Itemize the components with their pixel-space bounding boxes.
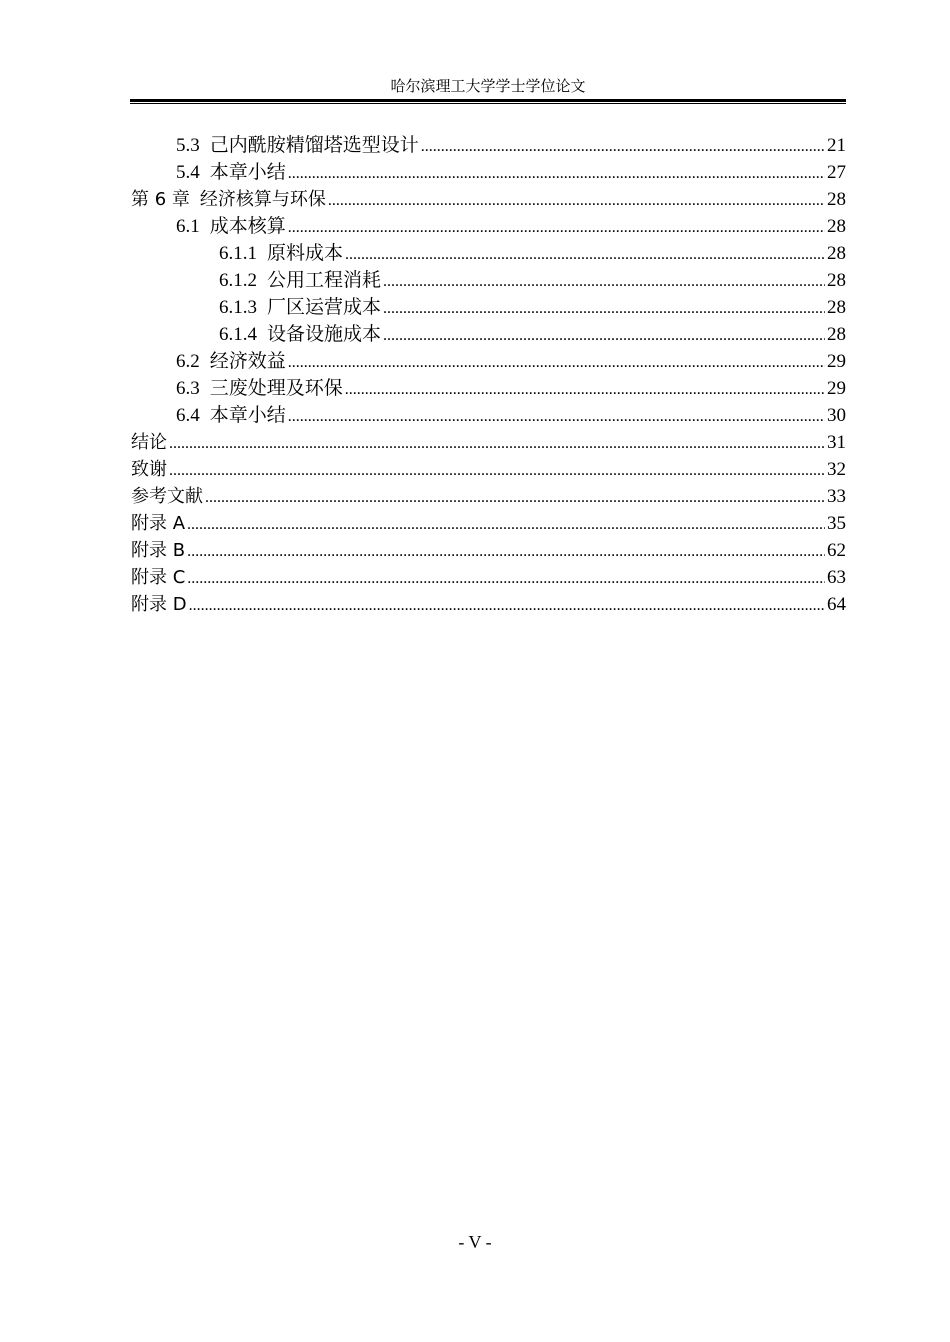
table-of-contents [131, 132, 846, 618]
toc-dot-leader [189, 592, 825, 619]
toc-entry-title: 厂区运营成本 [267, 297, 382, 318]
toc-entry-page: 33 [827, 486, 846, 507]
toc-entry-number: 6.1.4 [219, 324, 257, 345]
toc-entry-page: 28 [827, 216, 846, 237]
toc-entry-number: 6.1.1 [219, 243, 257, 264]
toc-dot-leader [383, 295, 825, 322]
toc-entry-number: 6.2 [176, 351, 200, 372]
toc-dot-leader [187, 565, 825, 592]
toc-dot-leader [205, 484, 825, 511]
toc-entry-number: 5.3 [176, 135, 200, 156]
toc-entry-page: 28 [827, 324, 846, 345]
toc-dot-leader [345, 376, 825, 403]
toc-entry-title: 设备设施成本 [267, 324, 382, 345]
page-header-title: 哈尔滨理工大学学士学位论文 [390, 79, 586, 95]
toc-entry-title: 己内酰胺精馏塔选型设计 [209, 135, 419, 156]
toc-entry-title: 经济效益 [209, 351, 286, 372]
toc-entry-number: 6.1.3 [219, 297, 257, 318]
toc-entry-page: 35 [827, 513, 846, 534]
toc-entry-page: 30 [827, 405, 846, 426]
toc-entry[interactable] [131, 132, 846, 159]
toc-entry-number: 6.3 [176, 378, 200, 399]
toc-entry[interactable] [131, 537, 846, 564]
toc-dot-leader [421, 133, 825, 160]
toc-entry-title: 附录 A [131, 513, 186, 534]
toc-entry-title: 公用工程消耗 [267, 270, 382, 291]
header-divider-thick-line [130, 99, 846, 102]
toc-entry[interactable] [131, 429, 846, 456]
toc-entry-page: 28 [827, 243, 846, 264]
toc-entry-page: 28 [827, 297, 846, 318]
toc-entry[interactable] [131, 591, 846, 618]
toc-entry[interactable] [131, 483, 846, 510]
toc-entry-title: 参考文献 [131, 486, 203, 507]
toc-entry[interactable] [131, 240, 846, 267]
toc-entry[interactable] [131, 564, 846, 591]
toc-entry-title: 附录 B [131, 540, 186, 561]
page-number: - V - [458, 1232, 492, 1252]
header-divider-thin-line [130, 103, 846, 104]
toc-entry-number: 6.1 [176, 216, 200, 237]
toc-entry[interactable] [131, 267, 846, 294]
toc-entry-title: 致谢 [131, 459, 167, 480]
toc-dot-leader [288, 160, 825, 187]
toc-entry-number: 5.4 [176, 162, 200, 183]
toc-entry-page: 28 [827, 270, 846, 291]
toc-entry[interactable] [131, 159, 846, 186]
toc-entry-page: 31 [827, 432, 846, 453]
toc-entry[interactable] [131, 456, 846, 483]
toc-dot-leader [187, 511, 825, 538]
toc-entry[interactable] [131, 213, 846, 240]
toc-entry-number: 6.4 [176, 405, 200, 426]
toc-dot-leader [383, 268, 825, 295]
toc-entry-title: 经济核算与环保 [199, 189, 326, 210]
toc-entry-title: 成本核算 [209, 216, 286, 237]
toc-entry-title: 本章小结 [209, 405, 286, 426]
toc-entry-page: 28 [827, 189, 846, 210]
toc-entry-page: 29 [827, 351, 846, 372]
toc-entry-page: 64 [827, 594, 846, 615]
toc-entry-page: 21 [827, 135, 846, 156]
toc-dot-leader [345, 241, 825, 268]
toc-entry-page: 62 [827, 540, 846, 561]
toc-entry-title: 原料成本 [267, 243, 344, 264]
header-divider [130, 99, 846, 105]
toc-entry[interactable] [131, 348, 846, 375]
toc-dot-leader [169, 430, 825, 457]
toc-entry-title: 本章小结 [209, 162, 286, 183]
toc-entry[interactable] [131, 510, 846, 537]
toc-entry[interactable] [131, 321, 846, 348]
toc-entry-title: 结论 [131, 432, 167, 453]
toc-entry-title: 附录 D [131, 594, 187, 615]
toc-dot-leader [187, 538, 825, 565]
toc-entry[interactable] [131, 186, 846, 213]
toc-entry-page: 27 [827, 162, 846, 183]
toc-entry-number: 6.1.2 [219, 270, 257, 291]
toc-dot-leader [288, 403, 825, 430]
toc-dot-leader [383, 322, 825, 349]
toc-entry-title: 三废处理及环保 [209, 378, 343, 399]
toc-dot-leader [169, 457, 825, 484]
toc-entry-title: 附录 C [131, 567, 186, 588]
toc-dot-leader [288, 214, 825, 241]
toc-dot-leader [288, 349, 825, 376]
toc-entry[interactable] [131, 294, 846, 321]
toc-entry[interactable] [131, 375, 846, 402]
toc-dot-leader [328, 187, 825, 214]
toc-entry-number: 第 6 章 [131, 189, 190, 210]
toc-entry-page: 32 [827, 459, 846, 480]
toc-entry-page: 63 [827, 567, 846, 588]
toc-entry[interactable] [131, 402, 846, 429]
toc-entry-page: 29 [827, 378, 846, 399]
